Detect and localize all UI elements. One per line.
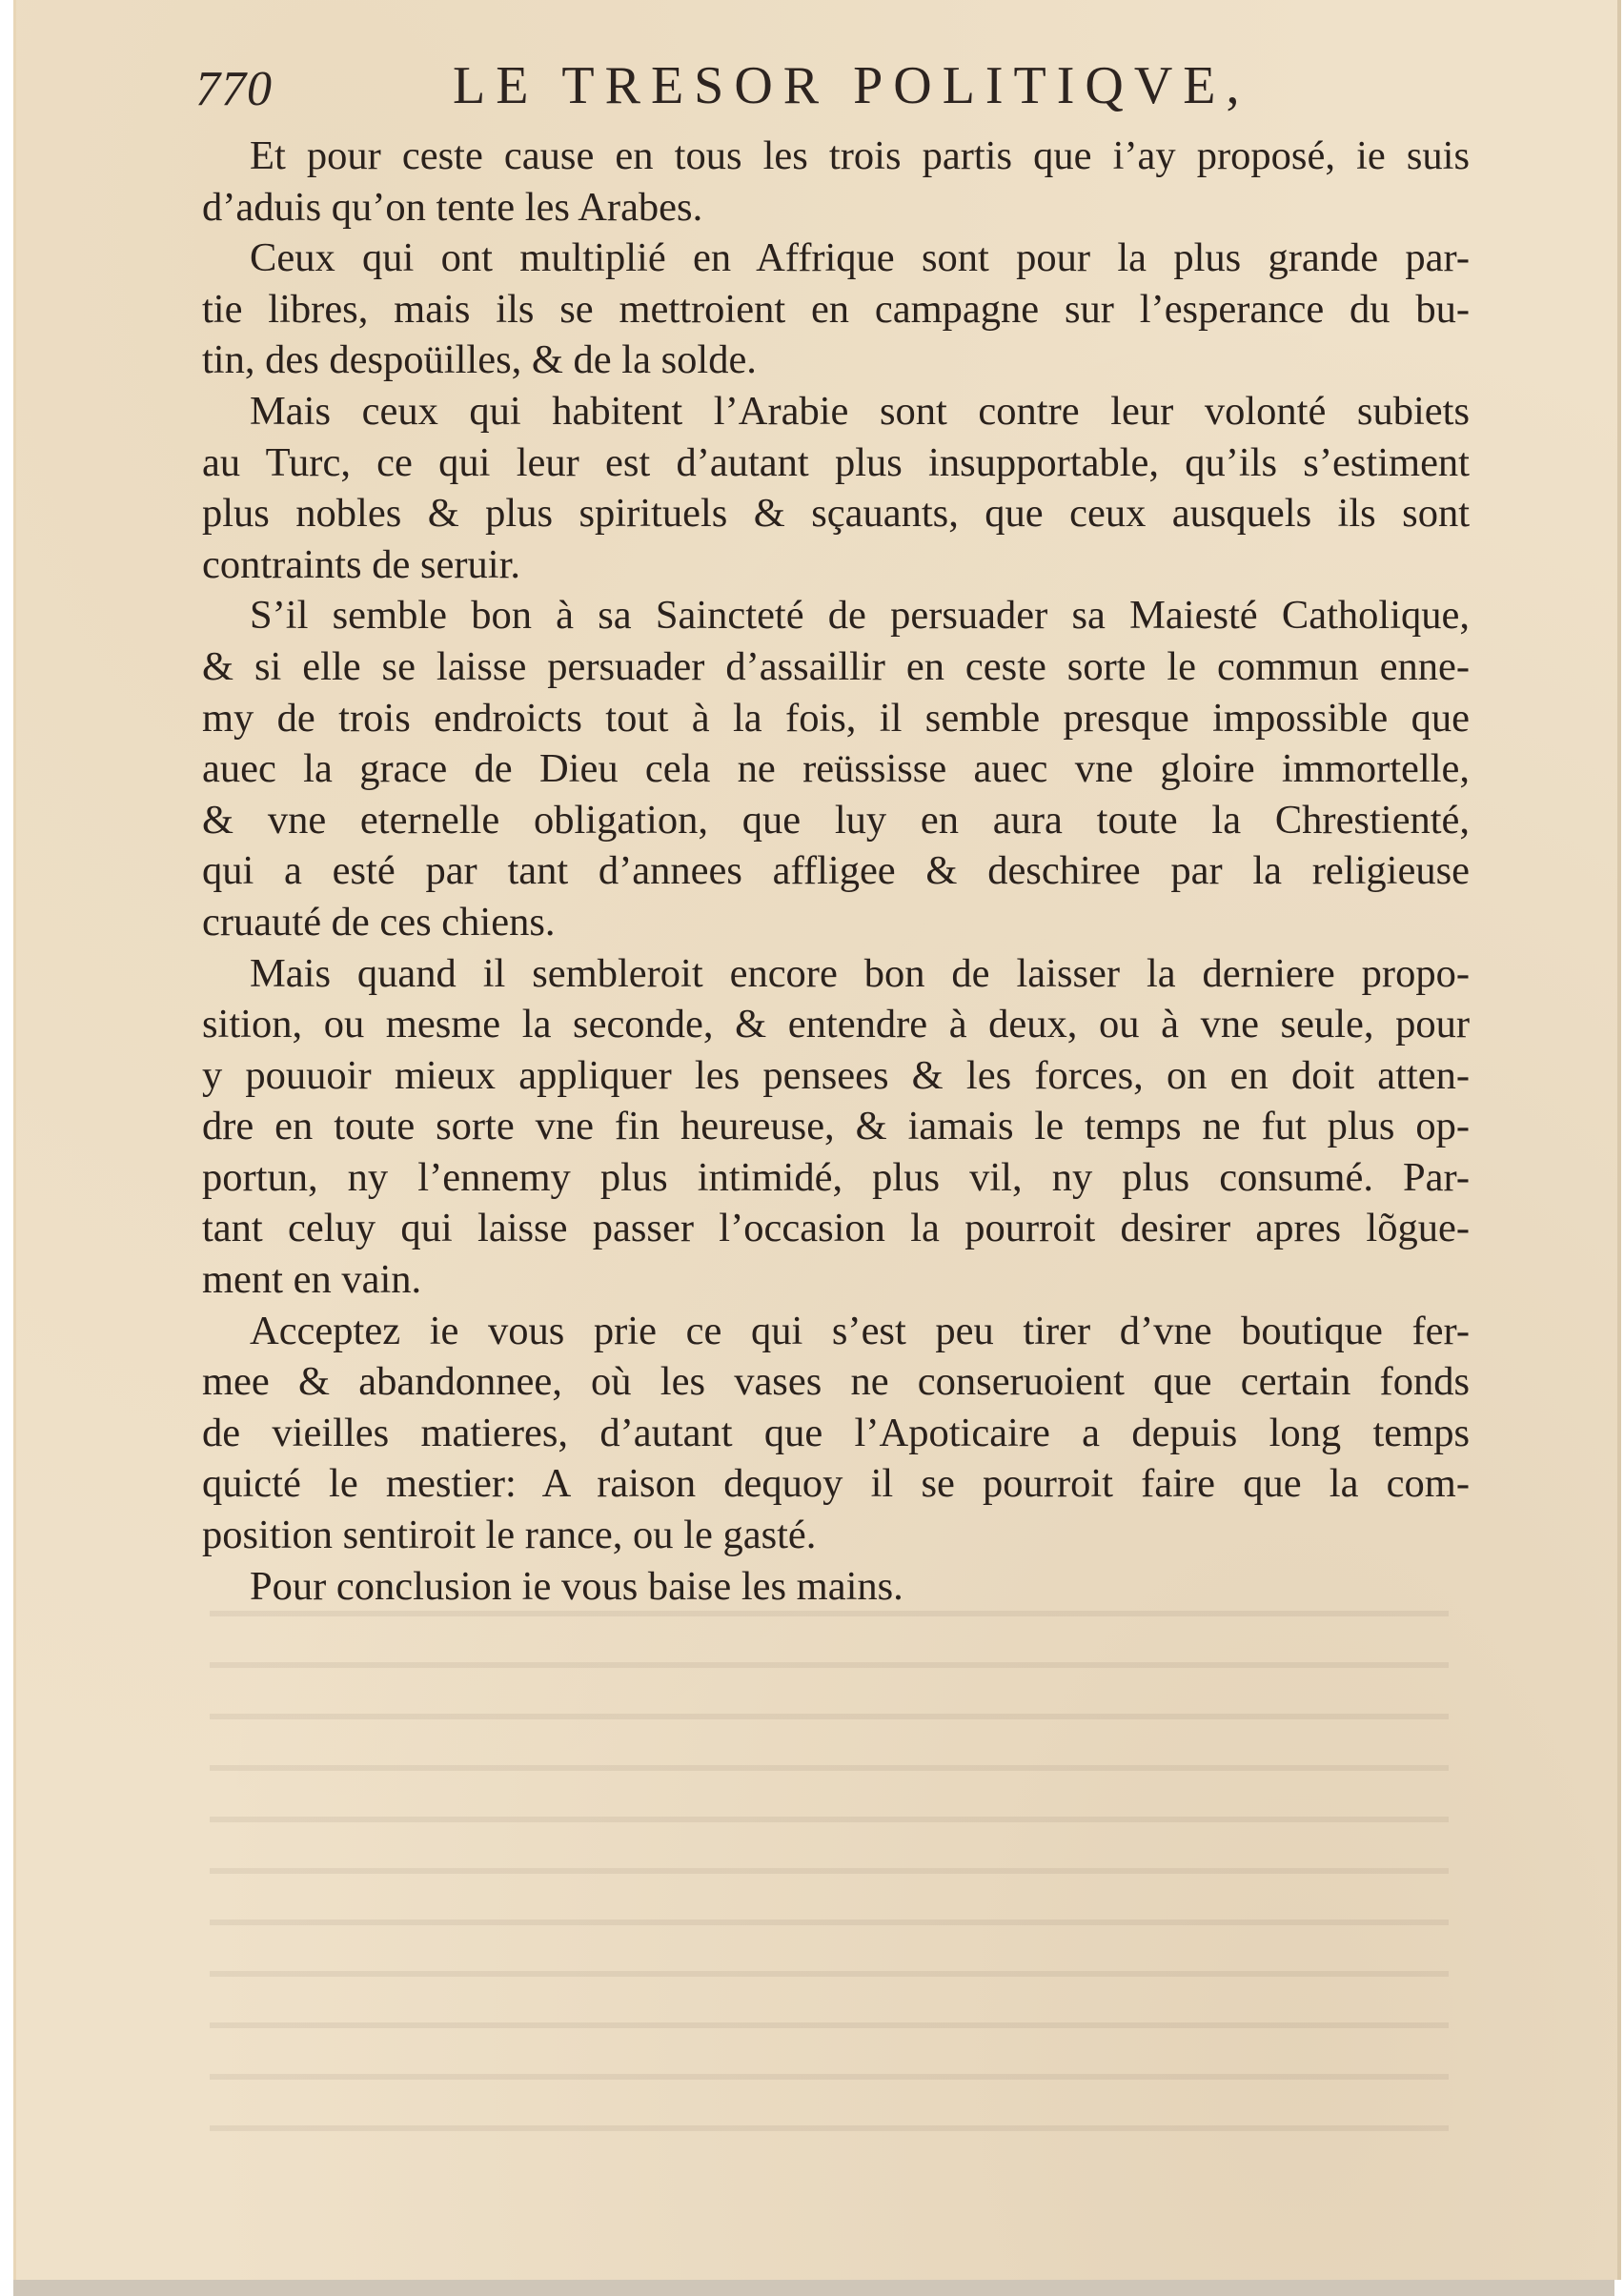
text-line: portun, ny l’ennemy plus intimidé, plus vil, ny plus consumé. Par- <box>202 1154 1470 1200</box>
page-header <box>195 55 1463 132</box>
text-line: Acceptez ie vous prie ce qui s’est peu tirer d’vne boutique fer- <box>250 1308 1470 1353</box>
text-line: & si elle se laisse persuader d’assaillir en ceste sorte le commun enne- <box>202 643 1470 689</box>
text-line: position sentiroit le rance, ou le gasté. <box>202 1513 817 1558</box>
text-line: plus nobles & plus spirituels & sçauants, que ceux ausquels ils sont <box>202 491 1470 537</box>
text-line: quicté le mestier: A raison dequoy il se pourroit faire que la com- <box>202 1461 1470 1507</box>
text-line: tin, des despoüilles, & de la solde. <box>202 337 757 383</box>
page-number: 770 <box>195 62 273 116</box>
text-line: d’aduis qu’on tente les Arabes. <box>202 184 703 230</box>
text-line: de vieilles matieres, d’autant que l’Apoticaire a depuis long temps <box>202 1410 1470 1455</box>
text-line: dre en toute sorte vne fin heureuse, & iamais le temps ne fut plus op- <box>202 1104 1470 1149</box>
text-line: cruauté de ces chiens. <box>202 899 556 945</box>
text-line: Et pour ceste cause en tous les trois partis que i’ay proposé, ie suis <box>250 133 1470 178</box>
text-line: S’il semble bon à sa Saincteté de persuader sa Maiesté Catholique, <box>250 593 1470 639</box>
text-line: tie libres, mais ils se mettroient en campagne sur l’esperance du bu- <box>202 286 1470 332</box>
text-line: ment en vain. <box>202 1257 422 1303</box>
text-line: my de trois endroicts tout à la fois, il semble presque impossible que <box>202 695 1470 741</box>
text-line: & vne eternelle obligation, que luy en aura toute la Chrestienté, <box>202 797 1470 843</box>
text-line: mee & abandonnee, où les vases ne conseruoient que certain fonds <box>202 1359 1470 1405</box>
text-line: Mais ceux qui habitent l’Arabie sont contre leur volonté subiets <box>250 388 1470 434</box>
text-line: auec la grace de Dieu cela ne reüssisse auec vne gloire immortelle, <box>202 746 1470 792</box>
page-bottom-edge <box>13 2280 1614 2296</box>
text-line: Ceux qui ont multiplié en Affrique sont pour la plus grande par- <box>250 235 1470 281</box>
text-line: qui a esté par tant d’annees affligee & deschiree par la religieuse <box>202 848 1470 894</box>
text-line: contraints de seruir. <box>202 541 521 587</box>
body-text <box>202 131 1470 1612</box>
text-line: Mais quand il sembleroit encore bon de laisser la derniere propo- <box>250 950 1470 996</box>
bleed-through-texture <box>210 1611 1449 2144</box>
text-line: Pour conclusion ie vous baise les mains. <box>250 1563 903 1609</box>
text-line: tant celuy qui laisse passer l’occasion la pourroit desirer apres lõgue- <box>202 1206 1470 1251</box>
text-line: y pouuoir mieux appliquer les pensees & les forces, on en doit atten- <box>202 1052 1470 1098</box>
text-line: sition, ou mesme la seconde, & entendre à deux, ou à vne seule, pour <box>202 1002 1470 1047</box>
running-title: LE TRESOR POLITIQVE, <box>453 56 1250 115</box>
text-line: au Turc, ce qui leur est d’autant plus insupportable, qu’ils s’estiment <box>202 439 1470 485</box>
